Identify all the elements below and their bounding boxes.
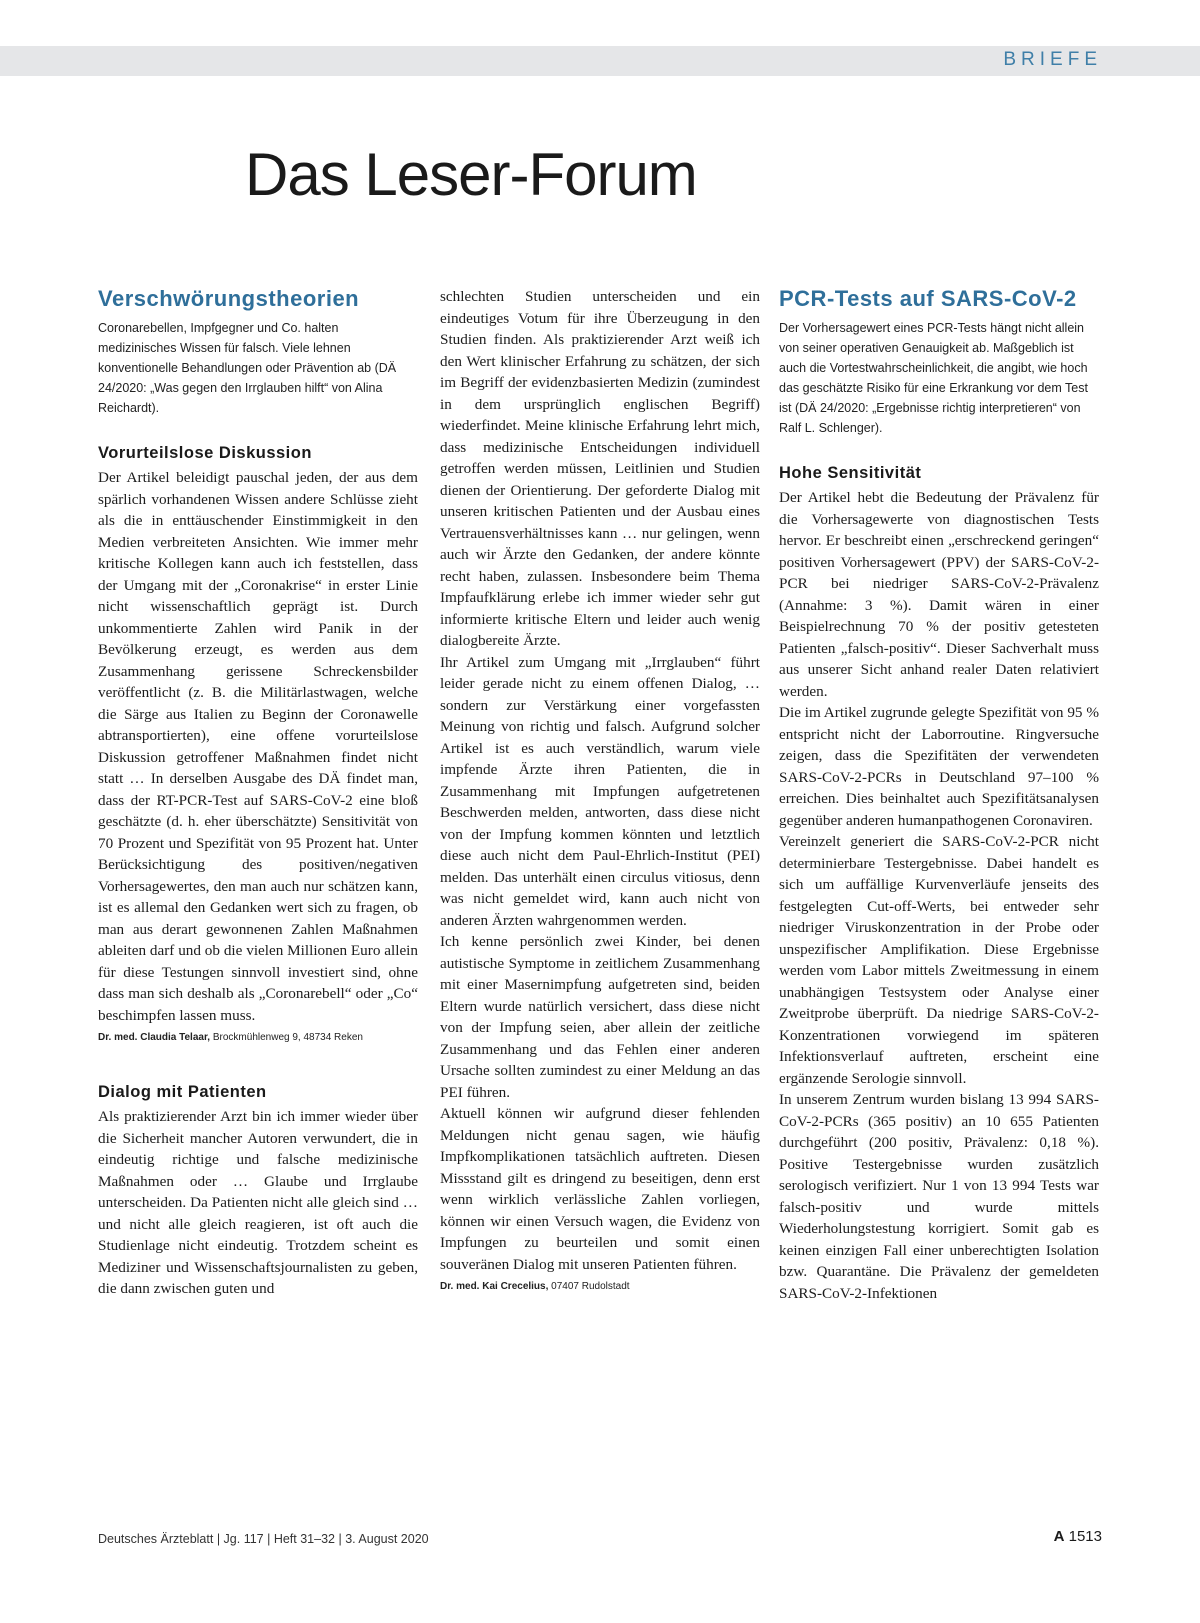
page-number-value: 1513: [1068, 1528, 1102, 1545]
letter-body: Der Artikel hebt die Bedeutung der Prävalenz für die Vorhersagewerte von diagnostischen Tests hervor. Er beschreibt einen „erschreckend geringen“ positiven Vorhersagewert (PPV) der SARS-CoV-2-PCR bei niedriger SARS-CoV-2-Prävalenz (Annahme: 3 %). Damit wären in einer Beispielrechnung 70 % der positiv getesteten Patienten „falsch-positiv“. Dieser Sachverhalt muss aus unserer Sicht anhand realer Daten relativiert werden.: [779, 489, 1099, 700]
topic-teaser: Coronarebellen, Impfgegner und Co. halten medizinisches Wissen für falsch. Viele lehnen konventionelle Behandlungen oder Prävention ab (DÄ 24/2020: „Was gegen den Irrglauben hilft“ von Alina Reichardt).: [98, 321, 397, 415]
footer-issue: Heft 31–32: [273, 1532, 335, 1546]
topic-teaser: Der Vorhersagewert eines PCR-Tests hängt nicht allein von seiner operativen Genauigkeit ab. Maßgeblich ist auch die Vortestwahrscheinlichkeit, die angibt, wie hoch das geschätzte Risiko für eine Erkrankung vor dem Test ist (DÄ 24/2020: „Ergebnisse richtig interpretieren“ von Ralf L. Schlenger).: [779, 321, 1088, 435]
letter-body: Vereinzelt generiert die SARS-CoV-2-PCR nicht determinierbare Testergebnisse. Dabei handelt es sich um auffällige Kurvenverläufe jenseits des festgelegten Cut-off-Werts, bei entweder sehr niedriger Viruskonzentration in der Probe oder unspezifischer Amplifikation. Diese Ergebnisse werden vom Labor mittels Zweitmessung in einem unabhängigen Testsystem oder Analyse einer Zweitprobe überprüft. Da niedrige SARS-CoV-2-Konzentrationen vorwiegend im späteren Infektionsverlauf auftreten, erscheint eine ergänzende Serologie sinnvoll.: [779, 833, 1099, 1087]
letter-body: Ihr Artikel zum Umgang mit „Irrglauben“ führt leider gerade nicht zu einem offenen Dialog, … sondern zur Verstärkung einer vorgefassten Meinung von richtig und falsch. Aufgrund solcher Artikel ist es auch verständlich, warum viele impfende Ärzte ihren Patienten, die in Zusammenhang mit Impfungen aufgetretenen Beschwerden melden, antworten, dass diese nicht von der Impfung kommen könnten und letztlich diese auch nicht dem Paul-Ehrlich-Institut (PEI) melden. Das unterhält einen circulus vitiosus, denn was nicht gemeldet wird, kann auch nicht von anderen Ärzten wahrgenommen werden.: [440, 653, 760, 929]
footer-journal: Deutsches Ärzteblatt: [98, 1532, 214, 1546]
section-label: BRIEFE: [1003, 49, 1102, 70]
footer-citation: Deutsches Ärzteblatt | Jg. 117 | Heft 31–32 | 3. August 2020: [98, 1532, 429, 1546]
topic-title-pcr-tests: PCR-Tests auf SARS-CoV-2: [779, 286, 1077, 311]
letter-author: [98, 1032, 418, 1043]
page-title: Das Leser-Forum: [245, 141, 697, 208]
author-address: 07407 Rudolstadt: [551, 1281, 630, 1292]
letter-heading: Hohe Sensitivität: [779, 464, 922, 482]
column-3: [779, 286, 1099, 1304]
author-name: Dr. med. Claudia Telaar,: [98, 1032, 211, 1043]
letter-body: Die im Artikel zugrunde gelegte Spezifität von 95 % entspricht nicht der Laborroutine. Ringversuche zeigen, dass die Spezifitäten der verwendeten SARS-CoV-2-PCRs in Deutschland 97–100 % erreichen. Dies beinhaltet auch Spezifitätsanalysen gegenüber anderen humanpathogenen Coronaviren.: [779, 704, 1099, 829]
topic-title-verschwoerungstheorien: Verschwörungstheorien: [98, 286, 360, 311]
letter-heading: Vorurteilslose Diskussion: [98, 444, 312, 462]
footer-volume: Jg. 117: [223, 1532, 264, 1546]
footer-date: 3. August 2020: [345, 1532, 429, 1546]
author-name: Dr. med. Kai Crecelius,: [440, 1281, 549, 1292]
letter-body: Aktuell können wir aufgrund dieser fehlenden Meldungen nicht genau sagen, wie häufig Impfkomplikationen tatsächlich auftreten. Diesen Missstand gilt es dringend zu beseitigen, denn erst wenn wirklich verlässliche Zahlen vorliegen, können wir einen Versuch wagen, die Evidenz von Impfungen zu beurteilen und somit einen souveränen Dialog mit unseren Patienten führen.: [440, 1105, 760, 1273]
letter-body: In unserem Zentrum wurden bislang 13 994 SARS-CoV-2-PCRs (365 positiv) an 10 655 Patienten durchgeführt (200 positiv, Prävalenz: 0,18 %). Positive Testergebnisse wurden zusätzlich serologisch verifiziert. Nur 1 von 13 994 Tests war falsch-positiv und wurde mittels Wiederholungstestung korrigiert. Somit gab es keinen einzigen Fall einer unberechtigten Isolation bzw. Quarantäne. Die Prävalenz der gemeldeten SARS-CoV-2-Infektionen: [779, 1091, 1099, 1302]
letter-body: Ich kenne persönlich zwei Kinder, bei denen autistische Symptome in zeitlichem Zusammenhang mit einer Masernimpfung aufgetreten sind, beiden Eltern wurde natürlich versichert, dass diese nicht von der Impfung seien, aber allein der zeitliche Zusammenhang und das Fehlen einer anderen Ursache sollten zumindest zu einer Meldung an das PEI führen.: [440, 933, 760, 1101]
letter-body: Als praktizierender Arzt bin ich immer wieder über die Sicherheit mancher Autoren verwundert, die in eindeutig richtige und falsche medizinische Maßnahmen oder … Glaube und Irrglaube unterscheiden. Da Patienten nicht alle gleich sind … und nicht alle gleich reagieren, ist oft auch die Studienlage nicht eindeutig. Trotzdem scheint es Mediziner und Wissenschaftsjournalisten zu geben, die dann zwischen guten und: [98, 1108, 418, 1297]
column-2: [440, 286, 760, 1292]
letter-body: schlechten Studien unterscheiden und ein eindeutiges Votum für ihre Überzeugung in den Studien finden. Als praktizierender Arzt weiß ich den Wert klinischer Erfahrung zu schätzen, der sich im Begriff der evidenzbasierten Medizin (zumindest in dem ursprünglich englischen Begriff) wiederfindet. Meine klinische Erfahrung lehrt mich, dass medizinische Entscheidungen individuell getroffen werden müssen, Leitlinien und Studien dienen der Orientierung. Der geforderte Dialog mit unseren kritischen Patienten und der Ausbau eines Vertrauensverhältnisses kann … nur gelingen, wenn auch wir Ärzte den Gedanken, der andere könnte recht haben, zulassen. Insbesondere beim Thema Impfaufklärung erlebe ich immer wieder sehr gut informierte kritische Eltern und leider auch wenig dialogbereite Ärzte.: [440, 288, 760, 649]
letter-heading: Dialog mit Patienten: [98, 1083, 267, 1101]
page-number: [1054, 1528, 1102, 1545]
letter-body: Der Artikel beleidigt pauschal jeden, der aus dem spärlich vorhandenen Wissen andere Schlüsse zieht als die in enttäuschender Einstimmigkeit in den Medien verbreiteten Ansichten. Wie immer mehr kritische Kollegen kann auch ich feststellen, dass der Umgang mit der „Coronakrise“ in erster Linie nicht wissenschaftlich geprägt ist. Durch unkommentierte Zahlen wird Panik in der Bevölkerung erzeugt, es werden aus dem Zusammenhang gerissene Schreckensbilder veröffentlicht (z. B. die Militärlastwagen, welche die Särge aus Italien zu Beginn der Coronawelle abtransportierten), eine offene vorurteilslose Diskussion getroffener Maßnahmen findet nicht statt … In derselben Ausgabe des DÄ findet man, dass der RT-PCR-Test auf SARS-CoV-2 eine bloß geschätzte (d. h. eher überschätzte) Sensitivität von 70 Prozent und Spezifität von 95 Prozent hat. Unter Berücksichtigung des positiven/negativen Vorhersagewertes, den man auch nur schätzen kann, ist es allemal den Gedanken wert sich zu fragen, ob man aus derart gewonnenen Zahlen Maßnahmen ableiten darf und ob die vielen Millionen Euro allein für diese Testungen sinnvoll investiert sind, ohne dass man sich deshalb als „Coronarebell“ oder „Co“ beschimpfen lassen muss.: [98, 469, 418, 1024]
page-prefix: A: [1053, 1528, 1065, 1545]
author-address: Brockmühlenweg 9, 48734 Reken: [212, 1032, 363, 1043]
column-1: [98, 286, 418, 1300]
letter-author: [440, 1281, 760, 1292]
